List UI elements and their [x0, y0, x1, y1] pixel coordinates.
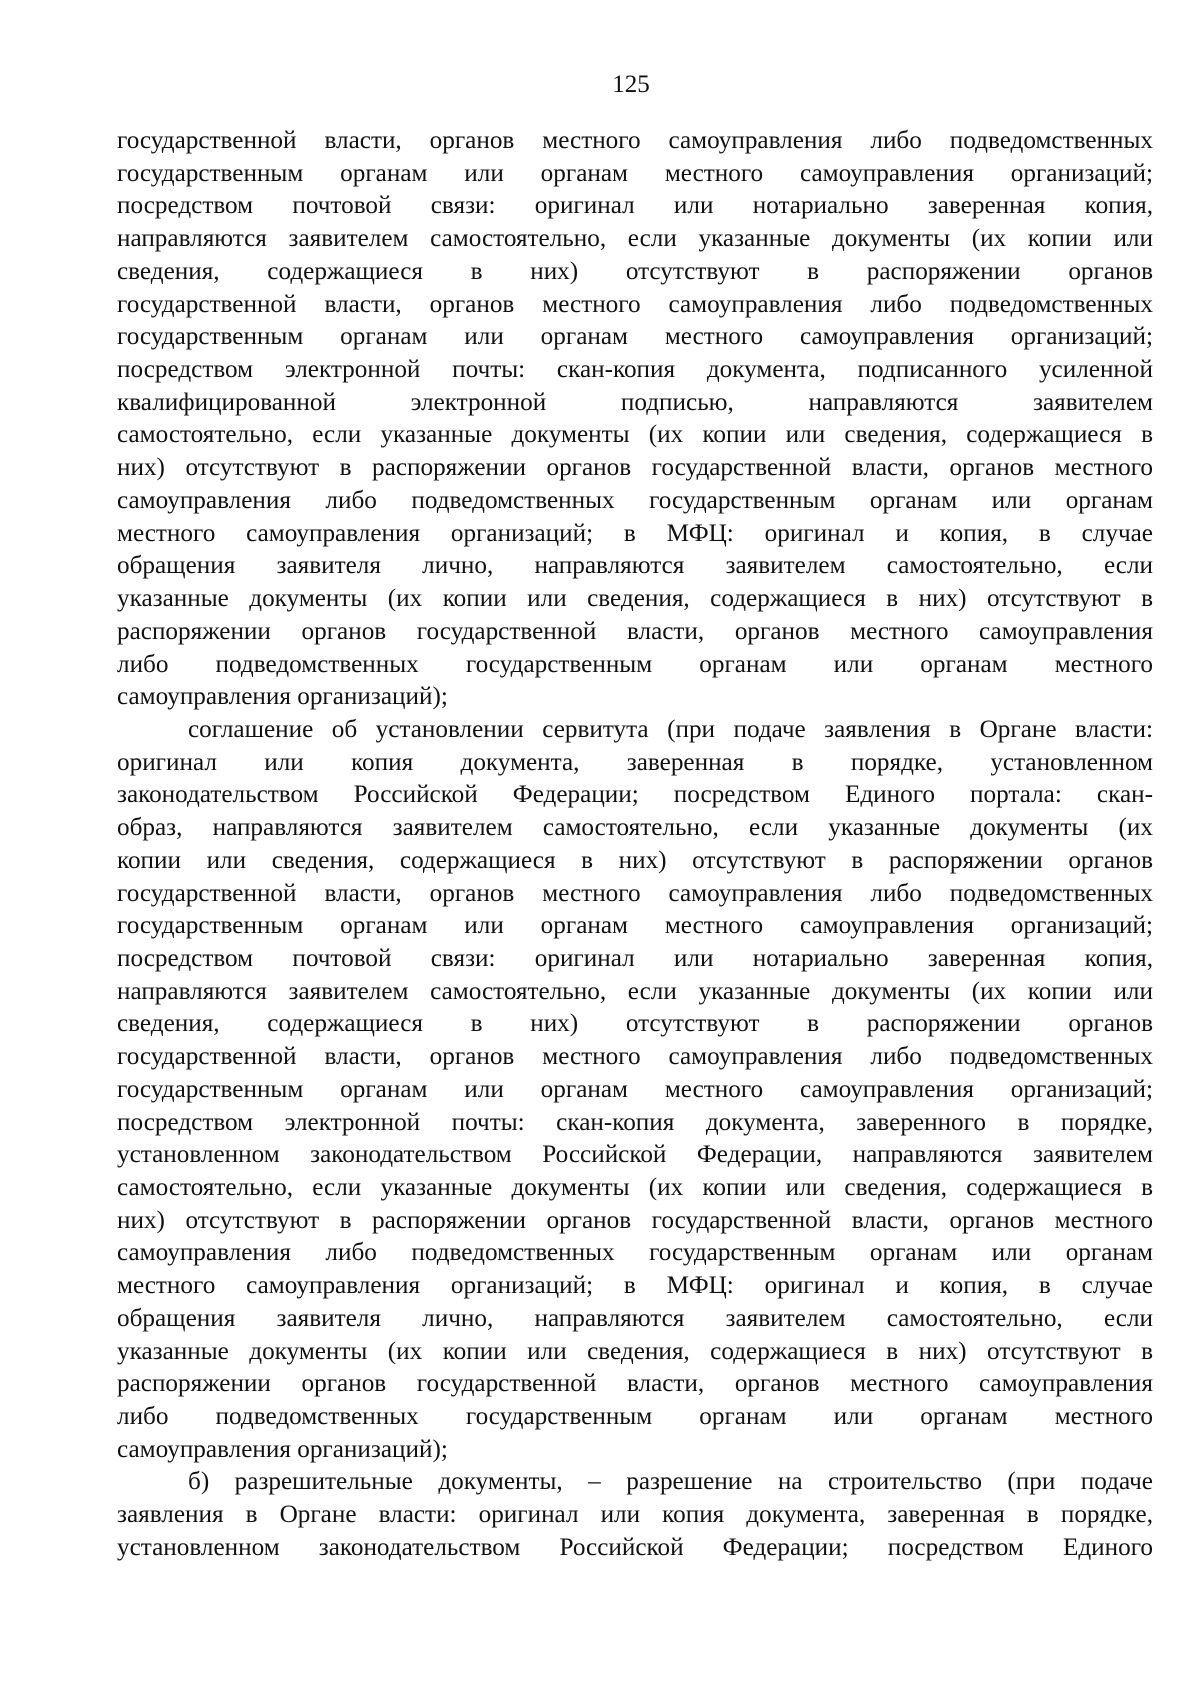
- text-line: распоряжении органов государственной власти, органов местного самоуправления: [117, 1370, 1153, 1398]
- page-number: 125: [612, 71, 650, 98]
- text-line: самоуправления либо подведомственных государственным органам или органам: [117, 486, 1153, 514]
- text-line: самоуправления либо подведомственных государственным органам или органам: [117, 1239, 1153, 1267]
- text-line: государственной власти, органов местного самоуправления либо подведомственных: [117, 290, 1153, 318]
- text-line: установленном законодательством Российской Федерации, направляются заявителем: [117, 1141, 1153, 1169]
- text-line: государственным органам или органам местного самоуправления организаций;: [117, 912, 1153, 940]
- text-line: самостоятельно, если указанные документы (их копии или сведения, содержащиеся в: [117, 1174, 1153, 1201]
- text-line: заявления в Органе власти: оригинал или копия документа, заверенная в порядке,: [117, 1501, 1153, 1529]
- text-line: направляются заявителем самостоятельно, если указанные документы (их копии или: [117, 225, 1153, 253]
- text-line: государственной власти, органов местного самоуправления либо подведомственных: [117, 127, 1153, 154]
- text-line: посредством электронной почты: скан-копия документа, заверенного в порядке,: [117, 1108, 1153, 1136]
- text-line: местного самоуправления организаций; в МФЦ: оригинал и копия, в случае: [117, 1272, 1153, 1300]
- text-line: указанные документы (их копии или сведения, содержащиеся в них) отсутствуют в: [117, 1337, 1153, 1365]
- text-line: указанные документы (их копии или сведения, содержащиеся в них) отсутствуют в: [117, 585, 1153, 613]
- text-line: посредством почтовой связи: оригинал или нотариально заверенная копия,: [117, 944, 1153, 972]
- text-line: б) разрешительные документы, – разрешение на строительство (при подаче: [188, 1468, 1153, 1496]
- text-line: местного самоуправления организаций; в МФЦ: оригинал и копия, в случае: [117, 519, 1153, 547]
- text-line: либо подведомственных государственным органам или органам местного: [117, 1403, 1153, 1431]
- text-line: обращения заявителя лично, направляются заявителем самостоятельно, если: [117, 552, 1153, 580]
- text-line: посредством почтовой связи: оригинал или нотариально заверенная копия,: [117, 192, 1153, 220]
- text-line: самоуправления организаций);: [117, 1435, 448, 1463]
- text-line: государственной власти, органов местного самоуправления либо подведомственных: [117, 1043, 1153, 1071]
- text-line: распоряжении органов государственной власти, органов местного самоуправления: [117, 617, 1153, 645]
- text-line: копии или сведения, содержащиеся в них) отсутствуют в распоряжении органов: [117, 846, 1153, 874]
- text-line: них) отсутствуют в распоряжении органов государственной власти, органов местного: [117, 454, 1153, 482]
- text-line: самоуправления организаций);: [117, 683, 448, 711]
- text-line: либо подведомственных государственным органам или органам местного: [117, 650, 1153, 678]
- text-line: сведения, содержащиеся в них) отсутствуют в распоряжении органов: [117, 1010, 1153, 1038]
- body-text: [117, 125, 1153, 1565]
- text-line: установленном законодательством Российской Федерации; посредством Единого: [117, 1533, 1153, 1561]
- text-line: соглашение об установлении сервитута (при подаче заявления в Органе власти:: [188, 715, 1153, 743]
- text-line: государственным органам или органам местного самоуправления организаций;: [117, 159, 1153, 187]
- text-line: обращения заявителя лично, направляются заявителем самостоятельно, если: [117, 1304, 1153, 1332]
- text-line: образ, направляются заявителем самостоятельно, если указанные документы (их: [117, 814, 1153, 842]
- text-line: квалифицированной электронной подписью, направляются заявителем: [117, 388, 1153, 416]
- text-line: самостоятельно, если указанные документы (их копии или сведения, содержащиеся в: [117, 421, 1153, 449]
- text-line: государственным органам или органам местного самоуправления организаций;: [117, 323, 1153, 351]
- text-line: них) отсутствуют в распоряжении органов государственной власти, органов местного: [117, 1206, 1153, 1234]
- text-line: направляются заявителем самостоятельно, если указанные документы (их копии или: [117, 977, 1153, 1005]
- text-line: оригинал или копия документа, заверенная в порядке, установленном: [117, 748, 1153, 776]
- text-line: сведения, содержащиеся в них) отсутствуют в распоряжении органов: [117, 257, 1153, 285]
- text-line: законодательством Российской Федерации; посредством Единого портала: скан-: [117, 781, 1153, 809]
- text-line: государственной власти, органов местного самоуправления либо подведомственных: [117, 879, 1153, 907]
- text-line: посредством электронной почты: скан-копия документа, подписанного усиленной: [117, 356, 1153, 384]
- text-line: государственным органам или органам местного самоуправления организаций;: [117, 1075, 1153, 1103]
